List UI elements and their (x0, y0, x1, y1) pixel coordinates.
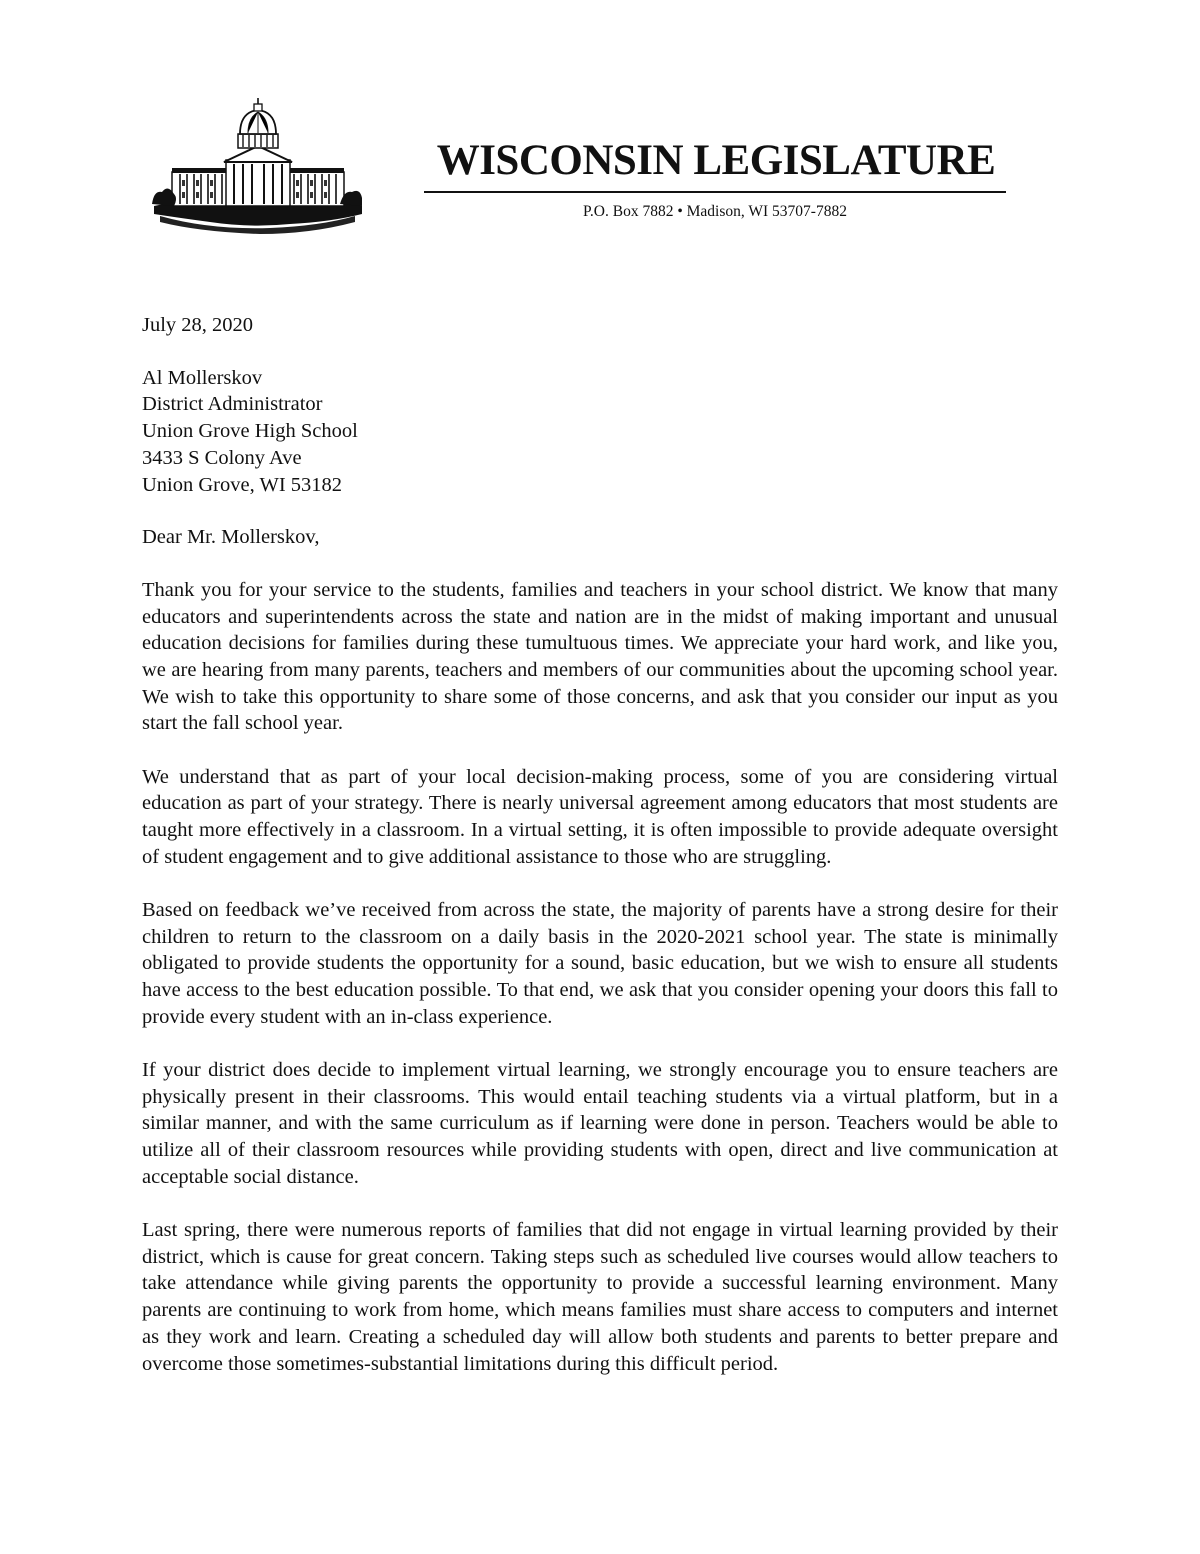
letterhead-divider (424, 191, 1006, 193)
letterhead-address: P.O. Box 7882 • Madison, WI 53707-7882 (583, 203, 847, 220)
letter-body (142, 312, 1058, 1404)
recipient-name: Al Mollerskov (142, 366, 263, 389)
recipient-city: Union Grove, WI 53182 (142, 473, 343, 496)
body-paragraph: Thank you for your service to the students, families and teachers in your school district. We know that many educators and superintendents across the state and nation are in the midst of making important and unusual education decisions for families during these tumultuous times. We appreciate your hard work, and like you, we are hearing from many parents, teachers and members of our communities about the upcoming school year. We wish to take this opportunity to share some of those concerns, and ask that you consider our input as you start the fall school year. (142, 578, 1058, 735)
recipient-title: District Administrator (142, 393, 323, 416)
body-paragraph: Based on feedback we’ve received from across the state, the majority of parents have a strong desire for their children to return to the classroom on a daily basis in the 2020-2021 school year. The state is minimally obligated to provide students the opportunity for a sound, basic education, but we wish to ensure all students have access to the best education possible. To that end, we ask that you consider opening your doors this fall to provide every student with an in-class experience. (142, 898, 1058, 1028)
body-paragraph: If your district does decide to implement virtual learning, we strongly encourage you to ensure teachers are physically present in their classrooms. This would entail teaching students via a virtual platform, but in a similar manner, and with the same curriculum as if learning were done in person. Teachers would be able to utilize all of their classroom resources while providing students with open, direct and live communication at acceptable social distance. (142, 1058, 1058, 1188)
salutation: Dear Mr. Mollerskov, (142, 526, 320, 549)
letterhead-title: WISCONSIN LEGISLATURE (436, 137, 996, 184)
body-paragraph: We understand that as part of your local decision-making process, some of you are considering virtual education as part of your strategy. There is nearly universal agreement among educators that most students are taught more effectively in a classroom. In a virtual setting, it is often impossible to provide adequate oversight of student engagement and to give additional assistance to those who are struggling. (142, 765, 1058, 868)
recipient-block (142, 365, 1058, 499)
capitol-building-icon (150, 98, 365, 236)
body-paragraph: Last spring, there were numerous reports of families that did not engage in virtual learning provided by their district, which is cause for great concern. Taking steps such as scheduled live courses would allow teachers to take attendance while giving parents the opportunity to provide a successful learning environment. Many parents are continuing to work from home, which means families must share access to computers and internet as they work and learn. Creating a scheduled day will allow both students and parents to better prepare and overcome those sometimes-substantial limitations during this difficult period. (142, 1218, 1058, 1375)
recipient-organization: Union Grove High School (142, 420, 358, 443)
letter-date: July 28, 2020 (142, 314, 254, 336)
recipient-street: 3433 S Colony Ave (142, 446, 302, 469)
